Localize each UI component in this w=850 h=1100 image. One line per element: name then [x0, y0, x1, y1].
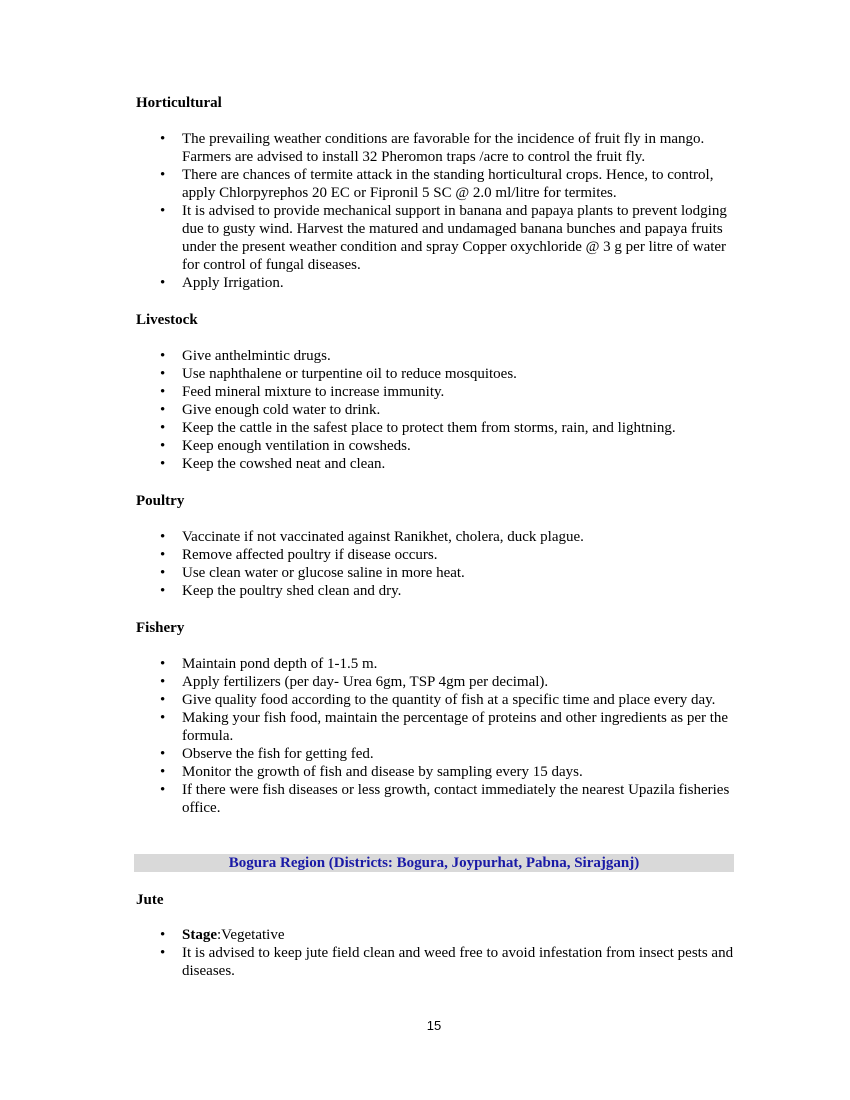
bullet-icon: • — [160, 275, 166, 291]
list-item: • Monitor the growth of fish and disease by sampling every 15 days. — [160, 764, 583, 780]
list-item: • Use naphthalene or turpentine oil to reduce mosquitoes. — [160, 366, 517, 382]
list-item: • Observe the fish for getting fed. — [160, 746, 374, 762]
list-item: • Keep the poultry shed clean and dry. — [160, 583, 402, 599]
list-item: • Remove affected poultry if disease occurs. — [160, 547, 438, 563]
stage-value: :Vegetative — [217, 927, 285, 943]
page-number: 15 — [426, 1018, 442, 1033]
bullet-icon: • — [160, 529, 166, 545]
livestock-heading: Livestock — [136, 312, 198, 328]
poultry-heading: Poultry — [136, 493, 185, 509]
horticultural-heading: Horticultural — [136, 95, 222, 111]
bullet-icon: • — [160, 384, 166, 400]
list-item: • Maintain pond depth of 1-1.5 m. — [160, 656, 378, 672]
bullet-icon: • — [160, 746, 166, 762]
bullet-icon: • — [160, 565, 166, 581]
stage-label: Stage — [182, 927, 217, 943]
horticultural-list — [136, 130, 736, 292]
list-item: • Feed mineral mixture to increase immunity. — [160, 384, 445, 400]
fishery-heading: Fishery — [136, 620, 185, 636]
bullet-icon: • — [160, 710, 166, 726]
bullet-icon: • — [160, 203, 166, 219]
list-item: • Keep the cowshed neat and clean. — [160, 456, 386, 472]
region-title: Bogura Region (Districts: Bogura, Joypurhat, Pabna, Sirajganj) — [228, 855, 640, 871]
list-item: • Apply fertilizers (per day- Urea 6gm, TSP 4gm per decimal). — [160, 674, 549, 690]
list-item: • Making your fish food, maintain the percentage of proteins and other ingredients as per the formula. — [160, 710, 729, 744]
list-item: • Give quality food according to the quantity of fish at a specific time and place every day. — [160, 692, 716, 708]
list-item: • Give enough cold water to drink. — [160, 402, 381, 418]
list-item — [136, 926, 736, 944]
bullet-icon: • — [160, 692, 166, 708]
list-item: • It is advised to provide mechanical support in banana and papaya plants to prevent lodging due to gusty wind. Harvest the matured and undamaged banana bunches and papaya fruits under the present weather condition and spray Copper oxychloride @ 3 g per litre of water for control of fungal diseases. — [160, 203, 727, 273]
list-item: • Use clean water or glucose saline in more heat. — [160, 565, 465, 581]
bullet-icon: • — [160, 420, 166, 436]
bullet-icon: • — [160, 782, 166, 798]
bullet-icon: • — [160, 656, 166, 672]
bullet-icon: • — [160, 438, 166, 454]
livestock-list — [136, 347, 736, 473]
list-item: • Apply Irrigation. — [160, 275, 284, 291]
region-banner — [134, 854, 734, 872]
bullet-icon: • — [160, 927, 166, 943]
jute-list — [136, 926, 736, 980]
list-item: • If there were fish diseases or less growth, contact immediately the nearest Upazila fisheries office. — [160, 782, 730, 816]
list-item: • Give anthelmintic drugs. — [160, 348, 331, 364]
bullet-icon: • — [160, 402, 166, 418]
bullet-icon: • — [160, 945, 166, 961]
bullet-icon: • — [160, 583, 166, 599]
list-item: • Vaccinate if not vaccinated against Ranikhet, cholera, duck plague. — [160, 529, 584, 545]
list-item: • Keep the cattle in the safest place to protect them from storms, rain, and lightning. — [160, 420, 676, 436]
bullet-icon: • — [160, 366, 166, 382]
bullet-icon: • — [160, 674, 166, 690]
list-item: • It is advised to keep jute field clean and weed free to avoid infestation from insect pests and diseases. — [160, 945, 734, 979]
bullet-icon: • — [160, 131, 166, 147]
list-item: • The prevailing weather conditions are favorable for the incidence of fruit fly in mango. Farmers are advised to install 32 Pheromon traps /acre to control the fruit fly. — [160, 131, 705, 165]
bullet-icon: • — [160, 764, 166, 780]
list-item: • Keep enough ventilation in cowsheds. — [160, 438, 411, 454]
poultry-list — [136, 528, 736, 600]
jute-heading: Jute — [136, 892, 164, 908]
list-item: • There are chances of termite attack in the standing horticultural crops. Hence, to control, apply Chlorpyrephos 20 EC or Fipronil 5 SC @ 2.0 ml/litre for termites. — [160, 167, 714, 201]
bullet-icon: • — [160, 348, 166, 364]
bullet-icon: • — [160, 167, 166, 183]
bullet-icon: • — [160, 456, 166, 472]
fishery-list — [136, 655, 736, 817]
bullet-icon: • — [160, 547, 166, 563]
